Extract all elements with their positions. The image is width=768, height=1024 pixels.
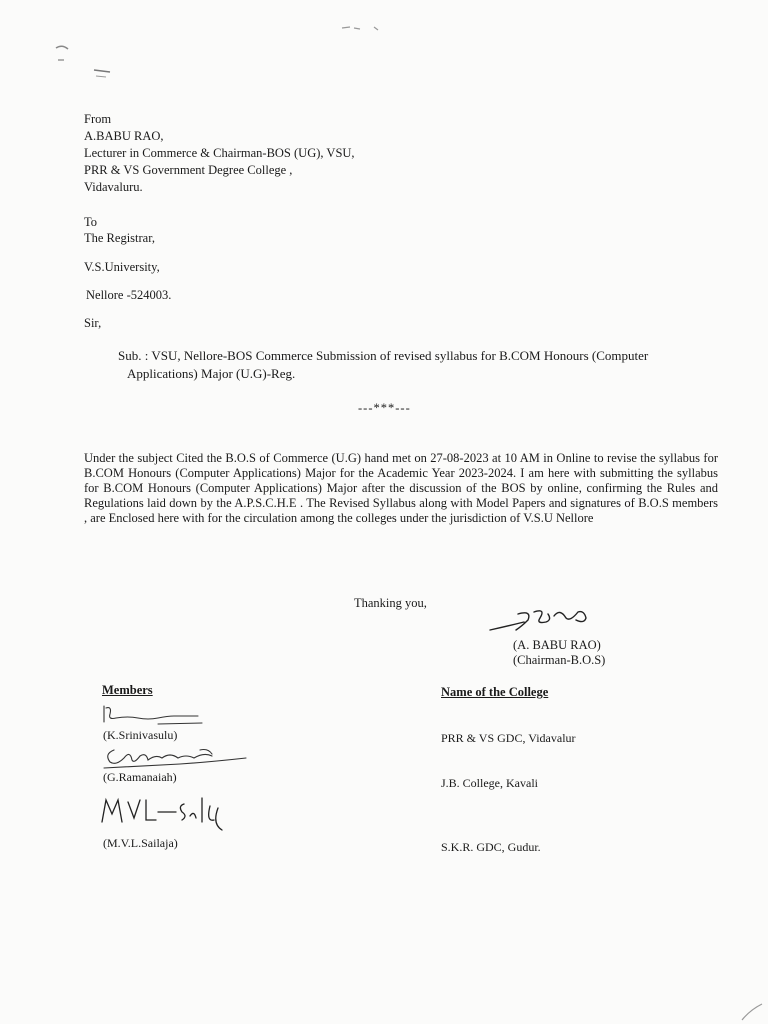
member-name: (K.Srinivasulu): [103, 728, 178, 742]
recipient-university: V.S.University,: [84, 260, 160, 274]
sender-college: PRR & VS Government Degree College ,: [84, 163, 293, 177]
subject-line-2: Applications) Major (U.G)-Reg.: [127, 366, 296, 381]
recipient-address: Nellore -524003.: [86, 288, 172, 302]
sender-name: A.BABU RAO,: [84, 129, 164, 143]
signatory-title: (Chairman-B.O.S): [513, 653, 606, 667]
members-heading: Members: [102, 683, 153, 697]
member-signature-sailaja: [98, 792, 248, 832]
scan-mark: [52, 40, 112, 85]
separator: ---***---: [358, 401, 411, 415]
chairman-signature: [488, 600, 628, 640]
salutation: Sir,: [84, 316, 102, 330]
to-label: To: [84, 215, 98, 229]
member-name: (M.V.L.Sailaja): [103, 836, 178, 850]
body-paragraph: Under the subject Cited the B.O.S of Commerce (U.G) hand met on 27-08-2023 at 10 AM in Online to revise the syllabus for B.COM Honours (Computer Applications) Major for the Academic Year 2023-2024. I am here with submitting the syllabus for B.COM Honours (Computer Applications) Major after the discussion of the BOS by online, confirming the Rules and Regulations laid down by the A.P.S.C.H.E . The Revised Syllabus along with Model Papers and signatures of B.O.S members , are Enclosed here with for the circulation among the colleges under the jurisdiction of V.S.U Nellore: [84, 451, 718, 525]
sender-place: Vidavaluru.: [84, 180, 143, 194]
scan-mark: [738, 1000, 766, 1022]
recipient-title: The Registrar,: [84, 231, 156, 245]
member-signature-ramanaiah: [100, 744, 250, 772]
signatory-name: (A. BABU RAO): [513, 638, 601, 652]
member-signature-srinivasulu: [98, 702, 208, 728]
member-name: (G.Ramanaiah): [103, 770, 177, 784]
sender-designation: Lecturer in Commerce & Chairman-BOS (UG), VSU,: [84, 146, 355, 160]
college-heading: Name of the College: [441, 685, 549, 699]
subject-line-1: Sub. : VSU, Nellore-BOS Commerce Submission of revised syllabus for B.COM Honours (Computer: [118, 348, 649, 363]
closing: Thanking you,: [354, 596, 427, 610]
scan-mark: [340, 22, 385, 34]
college-name: PRR & VS GDC, Vidavalur: [441, 731, 576, 745]
from-label: From: [84, 112, 112, 126]
college-name: J.B. College, Kavali: [441, 776, 538, 790]
college-name: S.K.R. GDC, Gudur.: [441, 840, 541, 854]
